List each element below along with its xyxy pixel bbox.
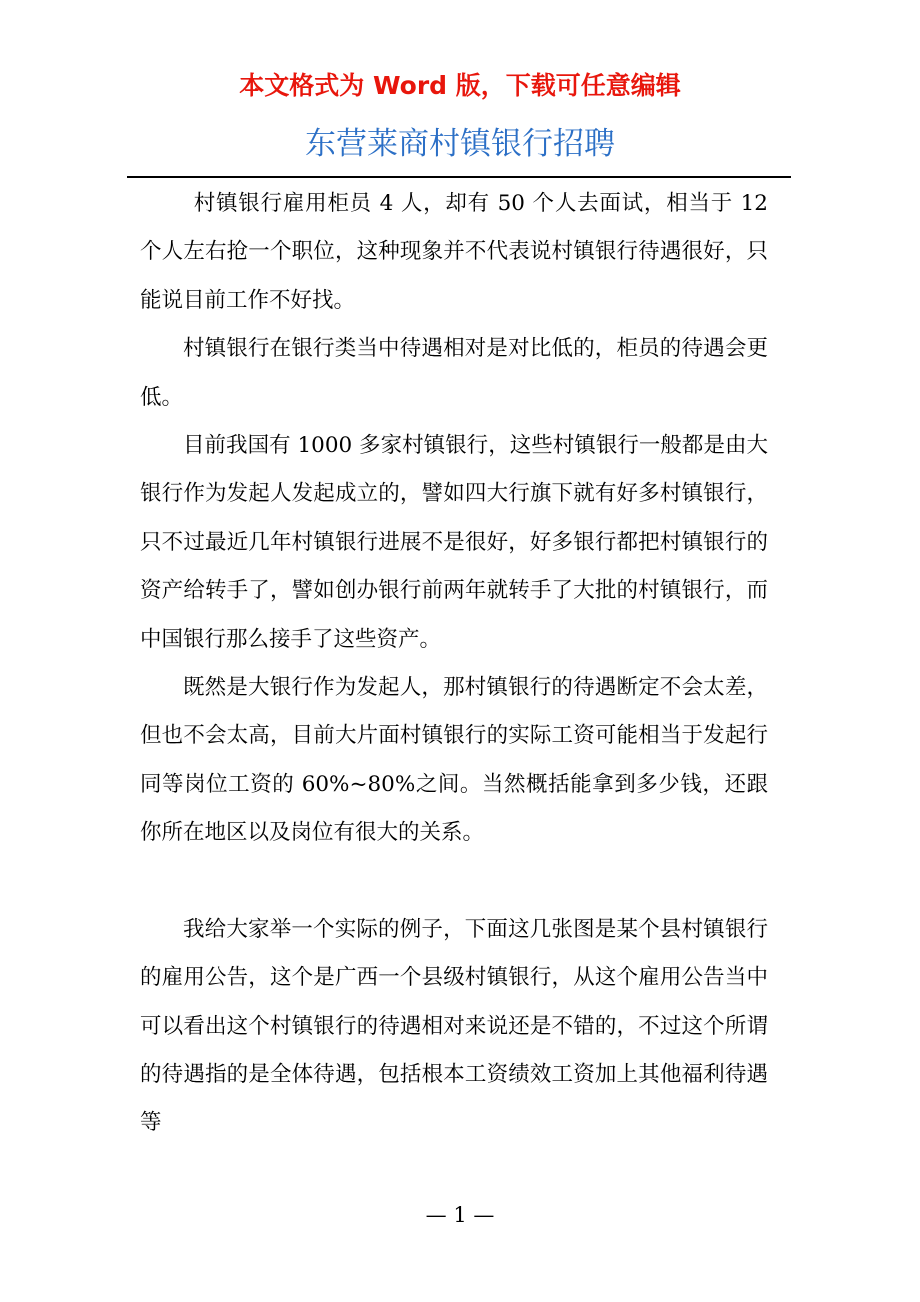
document-title: 东营莱商村镇银行招聘 — [305, 126, 615, 162]
title-divider — [127, 176, 791, 178]
paragraph: 既然是大银行作为发起人，那村镇银行的待遇断定不会太差，但也不会太高，目前大片面村镇银行的实际工资可能相当于发起行同等岗位工资的 60%~80%之间。当然概括能拿到多少钱，还跟你所在地区以及岗位有很大的关系。 — [140, 675, 768, 846]
paragraph: 我给大家举一个实际的例子，下面这几张图是某个县村镇银行的雇用公告，这个是广西一个县级村镇银行，从这个雇用公告当中可以看出这个村镇银行的待遇相对来说还是不错的，不过这个所谓的待遇指的是全体待遇，包括根本工资绩效工资加上其他福利待遇等 — [140, 916, 768, 1136]
paragraph: 村镇银行在银行类当中待遇相对是对比低的，柜员的待遇会更低。 — [140, 336, 768, 410]
document-body — [140, 180, 768, 1148]
paragraph: 村镇银行雇用柜员 4 人，却有 50 个人去面试，相当于 12 个人左右抢一个职位，这种现象并不代表说村镇银行待遇很好，只能说目前工作不好找。 — [140, 191, 768, 313]
word-format-banner: 本文格式为 Word 版，下载可任意编辑 — [239, 71, 681, 100]
paragraph: 目前我国有 1000 多家村镇银行，这些村镇银行一般都是由大银行作为发起人发起成立的，譬如四大行旗下就有好多村镇银行，只不过最近几年村镇银行进展不是很好，好多银行都把村镇银行的资产给转手了，譬如创办银行前两年就转手了大批的村镇银行，而中国银行那么接手了这些资产。 — [140, 433, 768, 652]
page-number: — 1 — — [425, 1203, 495, 1227]
